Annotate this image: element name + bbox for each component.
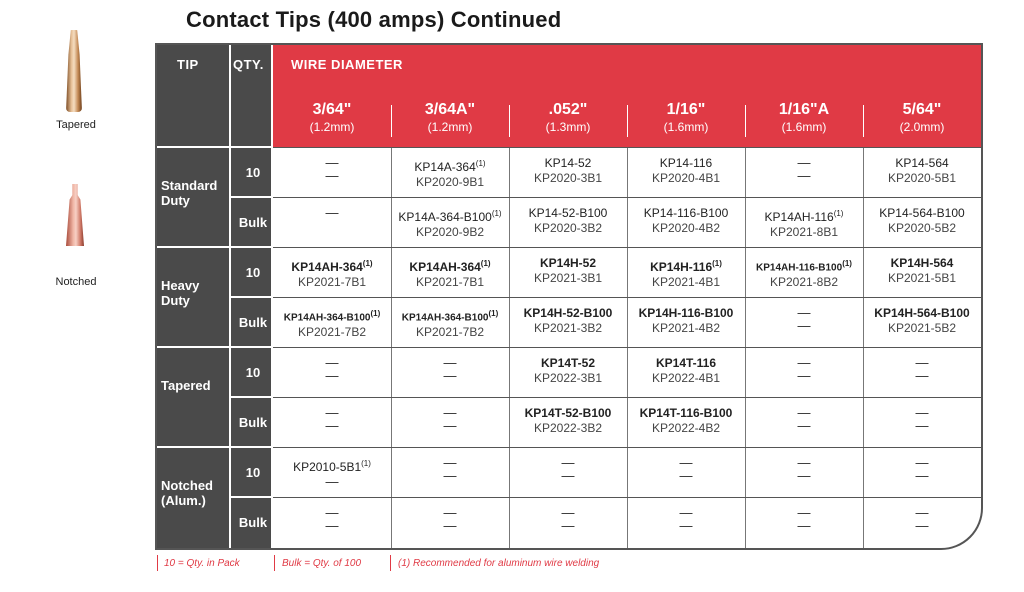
empty-dash: — [561,505,575,520]
kit-number: KP2021-5B1 [887,271,957,285]
empty-dash: — [797,155,811,170]
qty-label: 10 [245,465,261,480]
empty-dash: — [797,318,811,333]
diameter-value: .052" [548,101,588,118]
table-cell [391,456,509,482]
diameter-header [391,101,509,134]
kit-number: KP2020-4B2 [651,221,721,235]
table-cell [627,306,745,336]
kit-number: KP2021-7B2 [297,325,367,340]
row-line [273,197,981,198]
part-number: KP14-564 [895,156,949,170]
footnote-ref: (1) [362,259,373,268]
part-number: KP14A-364$^{(1)}$ [414,159,486,174]
table-cell [627,256,745,290]
kit-number: KP2020-5B1 [887,171,957,185]
empty-dash: — [325,418,339,433]
qty-label: Bulk [238,515,268,530]
diameter-header [627,101,745,134]
empty-dash: — [325,505,339,520]
empty-dash: — [443,355,457,370]
table-cell [627,506,745,532]
page-title: Contact Tips (400 amps) Continued [186,7,562,32]
diameter-value: 1/16"A [778,101,830,118]
part-number: KP14H-564 [890,256,954,270]
part-number: KP14-52 [544,156,592,170]
part-number: KP14-564-B100 [879,206,965,220]
empty-dash: — [797,368,811,383]
qty-label: 10 [245,265,261,280]
kit-number: KP2020-3B1 [533,171,603,185]
empty-dash: — [915,468,929,483]
diameter-header [273,101,391,134]
table-cell [391,256,509,290]
empty-dash: — [325,205,339,220]
contact-tips-table [155,43,983,550]
table-cell [273,506,391,532]
table-cell [391,406,509,432]
table-cell [391,306,509,340]
diameter-value: 3/64A" [424,101,476,118]
kit-number: KP2022-3B2 [533,421,603,435]
footnote-bulk: Bulk = Qty. of 100 [282,558,362,569]
diameter-metric: (2.0mm) [899,120,945,134]
tip-header: TIP [177,57,199,72]
qty-label: 10 [245,165,261,180]
footnote-qty: 10 = Qty. in Pack [164,558,240,569]
empty-dash: — [443,518,457,533]
part-number: KP14T-52-B100 [524,406,612,420]
qty-label: Bulk [238,315,268,330]
table-cell [863,306,981,336]
part-number: KP14AH-116-B100$^{(1)}$ [756,259,852,274]
table-cell [627,456,745,482]
table-cell [273,156,391,182]
kit-number: KP2020-4B1 [651,171,721,185]
qty-separator [231,196,273,198]
kit-number: KP2021-3B1 [533,271,603,285]
empty-dash: — [915,355,929,370]
table-cell [391,356,509,382]
kit-number: KP2020-9B2 [415,225,485,239]
part-number: KP14H-52-B100 [523,306,613,320]
empty-dash: — [679,455,693,470]
kit-number: KP2021-7B1 [415,275,485,289]
table-cell [273,356,391,382]
part-number: KP14-116 [659,156,713,170]
header-tick [627,105,628,137]
diameter-metric: (1.2mm) [309,120,355,134]
empty-dash: — [325,168,339,183]
footnote-ref: (1) [842,259,852,268]
table-cell [863,406,981,432]
table-cell [863,206,981,236]
part-number: KP14-116-B100 [643,206,729,220]
empty-dash: — [325,355,339,370]
tapered-caption: Tapered [56,119,96,131]
empty-dash: — [443,405,457,420]
empty-dash: — [443,368,457,383]
qty-header: QTY. [233,57,264,72]
empty-dash: — [797,305,811,320]
footnote-ref: (1) [712,259,722,268]
kit-number: KP2020-9B1 [415,175,485,189]
kit-number: KP2022-4B1 [651,371,721,385]
empty-dash: — [797,355,811,370]
table-cell [863,256,981,286]
part-number: KP14AH-116$^{(1)}$ [764,209,844,224]
table-cell [863,506,981,532]
empty-dash: — [325,405,339,420]
table-cell [391,156,509,190]
group-separator [157,246,273,248]
group-separator [157,346,273,348]
header-tick [391,105,392,137]
table-cell [509,306,627,336]
kit-number: KP2021-8B1 [769,225,839,239]
qty-separator [231,396,273,398]
part-number: KP14H-116-B100 [638,306,734,320]
notched-caption: Notched [55,276,97,288]
part-number: KP14T-116 [655,356,717,370]
kit-number: KP2021-5B2 [887,321,957,335]
footnote-bar [274,555,275,571]
table-cell [627,206,745,236]
row-line [273,447,981,448]
table-cell [273,206,391,219]
empty-dash: — [915,418,929,433]
empty-dash: — [797,418,811,433]
footnote-ref: (1) [488,309,499,318]
kit-number: KP2020-3B2 [533,221,603,235]
header-tick [509,105,510,137]
qty-label: Bulk [238,215,268,230]
part-number: KP14AH-364$^{(1)}$ [291,259,373,274]
header-tick [863,105,864,137]
table-cell [391,206,509,240]
part-number: KP14A-364-B100$^{(1)}$ [398,209,502,224]
group-separator [157,146,273,148]
empty-dash: — [915,455,929,470]
empty-dash: — [797,455,811,470]
row-line [273,147,981,148]
kit-number: KP2021-8B2 [769,275,839,290]
row-group-label: Notched (Alum.) [161,478,213,508]
empty-dash: — [679,468,693,483]
empty-dash: — [915,405,929,420]
row-line [273,247,981,248]
part-number: KP14H-116$^{(1)}$ [650,259,722,274]
tapered-tip-icon [66,30,82,112]
table-cell [509,506,627,532]
table-cell [509,156,627,186]
qty-label: Bulk [238,415,268,430]
kit-number: KP2022-3B1 [533,371,603,385]
part-number: KP14H-52 [539,256,597,270]
empty-dash: — [679,505,693,520]
table-cell [509,406,627,436]
diameter-value: 3/64" [312,101,352,118]
table-cell [273,256,391,290]
footnote-ref: (1) [833,209,844,218]
header-tick [745,105,746,137]
table-cell [273,306,391,340]
row-line [273,347,981,348]
empty-dash: — [325,155,339,170]
empty-dash: — [915,368,929,383]
footnote-ref: (1) [370,309,381,318]
table-cell [863,356,981,382]
empty-dash: — [797,168,811,183]
empty-dash: — [561,518,575,533]
part-number: KP14AH-364-B100$^{(1)}$ [401,309,499,324]
table-cell [745,506,863,532]
table-cell [509,356,627,386]
kit-number: KP2021-4B1 [651,275,721,289]
group-separator [157,446,273,448]
empty-dash: — [797,505,811,520]
table-cell [745,306,863,332]
empty-dash: — [443,418,457,433]
table-cell [745,456,863,482]
kit-number: KP2021-7B1 [297,275,367,289]
part-number: KP14H-564-B100 [874,306,970,320]
empty-dash: — [561,455,575,470]
table-cell [745,256,863,290]
table-cell [745,356,863,382]
table-cell [745,156,863,182]
diameter-header [509,101,627,134]
table-cell [745,206,863,240]
diameter-metric: (1.2mm) [427,120,473,134]
empty-dash: — [443,468,457,483]
kit-number: KP2021-4B2 [651,321,721,335]
footnote-aluminum: (1) Recommended for aluminum wire welding [398,558,600,569]
table-cell [863,456,981,482]
table-cell [627,406,745,436]
part-number: KP14T-52 [540,356,596,370]
kit-number: KP2022-4B2 [651,421,721,435]
footnote-ref: (1) [480,259,491,268]
kit-number: KP2020-5B2 [887,221,957,235]
part-number: KP14T-116-B100 [639,406,733,420]
empty-dash: — [325,518,339,533]
footnote-ref: (1) [491,209,502,218]
table-cell [745,406,863,432]
empty-dash: — [797,468,811,483]
empty-dash: — [325,368,339,383]
table-cell [627,356,745,386]
row-line [273,497,981,498]
table-cell [509,456,627,482]
kit-number: KP2021-7B2 [415,325,485,340]
row-group-label: Tapered [161,378,211,393]
diameter-header [745,101,863,134]
table-cell [273,456,391,488]
part-number: KP14-52-B100 [528,206,608,220]
part-number: KP14AH-364$^{(1)}$ [409,259,491,274]
footnote-bar [390,555,391,571]
diameter-metric: (1.3mm) [545,120,591,134]
empty-dash: — [679,518,693,533]
row-line [273,397,981,398]
part-number: KP14AH-364-B100$^{(1)}$ [283,309,381,324]
empty-dash: — [915,518,929,533]
diameter-metric: (1.6mm) [663,120,709,134]
footnote-ref: (1) [475,159,486,168]
footnote-bar [157,555,158,571]
table-cell [627,156,745,186]
footnote-ref: (1) [361,459,371,468]
row-line [273,297,981,298]
qty-separator [231,496,273,498]
empty-dash: — [561,468,575,483]
empty-dash: — [443,505,457,520]
row-group-label: Standard Duty [161,178,218,208]
part-number: KP2010-5B1$^{(1)}$ [293,459,371,474]
qty-separator [231,296,273,298]
diameter-metric: (1.6mm) [781,120,827,134]
empty-dash: — [797,405,811,420]
empty-dash: — [915,505,929,520]
notched-tip-icon [66,184,84,246]
qty-label: 10 [245,365,261,380]
table-cell [273,406,391,432]
diameter-value: 1/16" [666,101,706,118]
row-group-label: Heavy Duty [161,278,200,308]
table-cell [391,506,509,532]
table-cell [509,206,627,236]
empty-dash: — [325,474,339,489]
wire-diameter-header: WIRE DIAMETER [291,57,403,72]
table-cell [863,156,981,186]
diameter-value: 5/64" [902,101,942,118]
empty-dash: — [797,518,811,533]
diameter-header [863,101,981,134]
kit-number: KP2021-3B2 [533,321,603,335]
empty-dash: — [443,455,457,470]
table-cell [509,256,627,286]
